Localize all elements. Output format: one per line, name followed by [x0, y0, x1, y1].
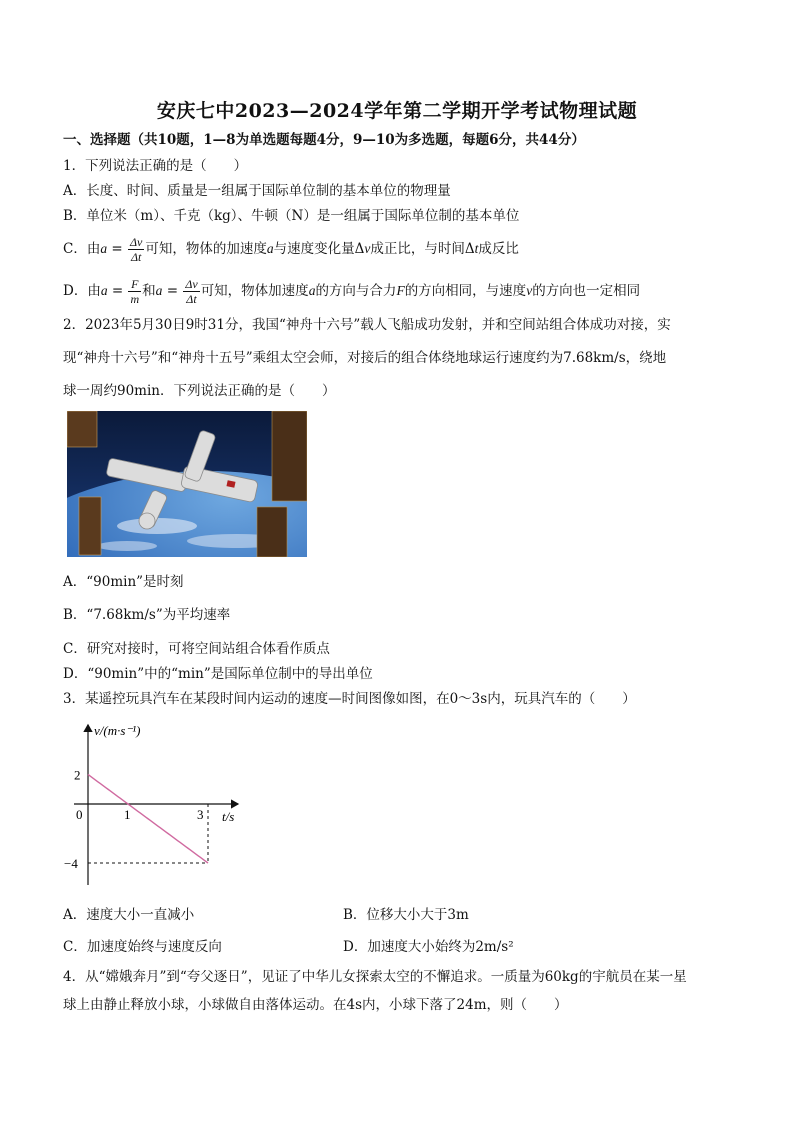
fraction: $\frac{\Delta v}{\Delta t}$ — [130, 235, 143, 264]
q1-option-a: A．长度、时间、质量是一组属于国际单位制的基本单位的物理量 — [63, 183, 451, 199]
page-title: 安庆七中2023—2024学年第二学期开学考试物理试题 — [156, 100, 638, 122]
q3-option-c: C．加速度始终与速度反向 — [63, 939, 222, 955]
q1-stem: 1．下列说法正确的是（ ） — [63, 158, 248, 174]
q1-option-b: B．单位米（m）、千克（kg）、牛顿（N）是一组属于国际单位制的基本单位 — [63, 208, 520, 224]
section-heading: 一、选择题（共10题，1—8为单选题每题4分，9—10为多选题，每题6分，共44分） — [63, 132, 585, 148]
q4-stem-line2: 球上由静止释放小球，小球做自由落体运动。在4s内，小球下落了24m，则（ ） — [63, 997, 568, 1013]
x-tick-3: 3 — [197, 807, 204, 822]
space-station-illustration — [67, 411, 307, 557]
q3-option-a: A．速度大小一直减小 — [63, 907, 195, 923]
q3-option-d: D．加速度大小始终为2m/s² — [343, 939, 514, 955]
velocity-time-graph — [60, 715, 260, 895]
q2-option-b: B．“7.68km/s”为平均速率 — [63, 607, 231, 623]
x-axis-label: t/s — [222, 809, 235, 824]
q2-option-d: D．“90min”中的“min”是国际单位制中的导出单位 — [63, 666, 373, 682]
q4-stem-line1: 4．从“嫦娥奔月”到“夸父逐日”，见证了中华儿女探索太空的不懈追求。一质量为60kg的宇航员在某一星 — [63, 969, 687, 985]
vt-chart — [60, 715, 260, 895]
y-axis-label: v/(m·s⁻¹) — [94, 723, 141, 738]
q3-option-b: B．位移大小大于3m — [343, 907, 469, 923]
q1-option-d: D．由a = $\frac{F}{m}$ 和a = $\frac{\Delta v}{\Delta t}$ 可知，物体加速度a的方向与合力F的方向相同，与速度v的方向也一定相同 — [63, 277, 641, 306]
q2-stem-line2: 现“神舟十六号”和“神舟十五号”乘组太空会师，对接后的组合体绕地球运行速度约为7.68km/s，绕地 — [63, 350, 667, 366]
y-tick-2: 2 — [74, 767, 81, 783]
q2-option-c: C．研究对接时，可将空间站组合体看作质点 — [63, 641, 330, 657]
q2-stem-line1: 2．2023年5月30日9时31分，我国“神舟十六号”载人飞船成功发射，并和空间站组合体成功对接，实 — [63, 317, 671, 333]
velocity-curve — [88, 775, 208, 864]
q1-option-c: C．由a = $\frac{\Delta v}{\Delta t}$ 可知，物体的加速度a与速度变化量Δv成正比，与时间Δt成反比 — [63, 235, 519, 264]
fraction: $\frac{\Delta v}{\Delta t}$ — [185, 277, 198, 306]
y-tick-minus4: −4 — [64, 856, 78, 871]
space-station-photo — [67, 411, 307, 557]
origin-label: 0 — [76, 807, 83, 822]
fraction: $\frac{F}{m}$ — [130, 277, 140, 306]
q2-stem-line3: 球一周约90min．下列说法正确的是（ ） — [63, 383, 336, 399]
q3-stem: 3．某遥控玩具汽车在某段时间内运动的速度—时间图像如图，在0～3s内，玩具汽车的（ ） — [63, 691, 636, 707]
x-tick-1: 1 — [124, 807, 131, 822]
q2-option-a: A．“90min”是时刻 — [63, 574, 184, 590]
